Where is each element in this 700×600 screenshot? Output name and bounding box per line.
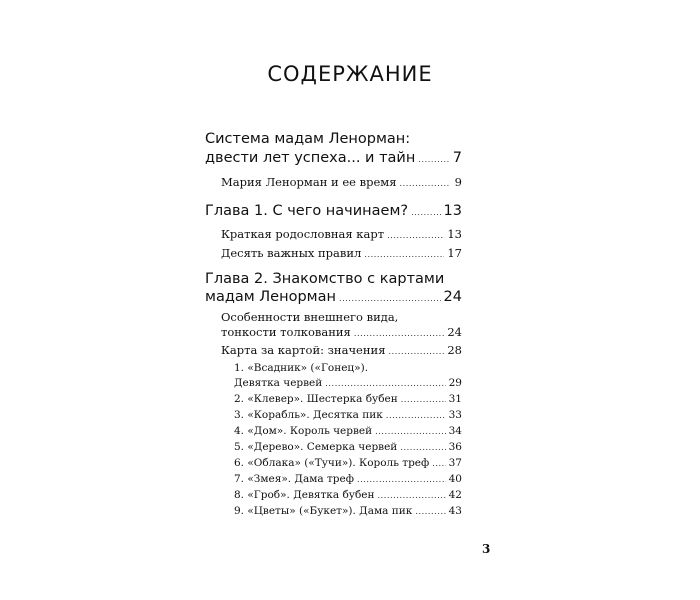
toc-entry[interactable] xyxy=(234,425,462,437)
toc-entry-title: Девятка червей xyxy=(234,377,323,389)
toc-entry[interactable] xyxy=(234,505,462,517)
toc-entry[interactable] xyxy=(234,489,462,501)
toc-entry-title: 4. «Дом». Король червей xyxy=(234,425,373,437)
toc-entry-title: Глава 1. С чего начинаем? xyxy=(205,203,409,219)
toc-page-number: 24 xyxy=(447,325,462,339)
toc-entry[interactable] xyxy=(234,473,462,485)
leader-dots xyxy=(411,208,440,217)
leader-dots xyxy=(354,329,445,338)
toc-entry-line: Глава 2. Знакомство с картами xyxy=(205,271,445,287)
leader-dots xyxy=(364,250,444,259)
toc-page-number: 42 xyxy=(448,489,462,501)
leader-dots xyxy=(377,491,445,500)
toc-entry[interactable] xyxy=(221,325,462,339)
toc-page-number: 43 xyxy=(448,505,462,517)
toc-entry-title: тонкости толкования xyxy=(221,325,351,339)
toc-entry-line: Особенности внешнего вида, xyxy=(221,310,399,324)
toc-page-number: 29 xyxy=(448,377,462,389)
toc-page-number: 13 xyxy=(443,203,462,219)
leader-dots xyxy=(400,443,445,452)
leader-dots xyxy=(399,179,449,188)
leader-dots xyxy=(386,411,446,420)
leader-dots xyxy=(339,294,441,303)
toc-entry-title: Мария Ленорман и ее время xyxy=(221,175,397,189)
toc-entry[interactable] xyxy=(234,457,462,469)
toc-entry-title: 9. «Цветы» («Букет»). Дама пик xyxy=(234,505,413,517)
toc-entry-title: Краткая родословная карт xyxy=(221,227,385,241)
page-number: 3 xyxy=(482,542,491,556)
leader-dots xyxy=(415,507,445,516)
leader-dots xyxy=(388,347,444,356)
toc-entry-title: мадам Ленорман xyxy=(205,289,336,305)
toc-entry-title: 7. «Змея». Дама треф xyxy=(234,473,354,485)
leader-dots xyxy=(325,379,445,388)
toc-entry[interactable] xyxy=(205,289,462,305)
toc-page-number: 28 xyxy=(447,343,462,357)
toc-entry-line: Система мадам Ленорман: xyxy=(205,131,411,147)
toc-entry-title: 5. «Дерево». Семерка червей xyxy=(234,441,398,453)
toc-page-number: 36 xyxy=(448,441,462,453)
toc-page-number: 40 xyxy=(448,473,462,485)
leader-dots xyxy=(375,427,446,436)
toc-entry[interactable] xyxy=(234,409,462,421)
toc-entry-line: 1. «Всадник» («Гонец»). xyxy=(234,362,369,374)
toc-entry-title: 3. «Корабль». Десятка пик xyxy=(234,409,383,421)
toc-entry-title: двести лет успеха... и тайн xyxy=(205,150,416,166)
page-title: СОДЕРЖАНИЕ xyxy=(267,62,433,86)
toc-entry-title: 8. «Гроб». Девятка бубен xyxy=(234,489,375,501)
toc-entry[interactable] xyxy=(221,246,462,260)
leader-dots xyxy=(418,155,449,164)
toc-page-number: 31 xyxy=(448,393,462,405)
toc-page-number: 9 xyxy=(454,175,462,189)
toc-entry-title: Карта за картой: значения xyxy=(221,343,386,357)
toc-page-number: 24 xyxy=(443,289,462,305)
toc-entry[interactable] xyxy=(221,175,462,189)
toc-page-number: 37 xyxy=(448,457,462,469)
toc-entry[interactable] xyxy=(221,227,462,241)
toc-entry[interactable] xyxy=(234,393,462,405)
toc-entry-title: 2. «Клевер». Шестерка бубен xyxy=(234,393,398,405)
toc-entry[interactable] xyxy=(234,441,462,453)
leader-dots xyxy=(357,475,446,484)
toc-entry-title: Десять важных правил xyxy=(221,246,362,260)
toc-entry[interactable] xyxy=(205,150,462,166)
toc-entry[interactable] xyxy=(221,343,462,357)
toc-entry-title: 6. «Облака» («Тучи»). Король треф xyxy=(234,457,430,469)
leader-dots xyxy=(387,231,444,240)
toc-page-number: 13 xyxy=(447,227,462,241)
toc-entry[interactable] xyxy=(205,203,462,219)
toc-page-number: 17 xyxy=(447,246,462,260)
toc-page-number: 34 xyxy=(448,425,462,437)
leader-dots xyxy=(401,395,446,404)
toc-page-number: 7 xyxy=(452,150,462,166)
toc-page-number: 33 xyxy=(448,409,462,421)
leader-dots xyxy=(432,459,445,468)
toc-entry[interactable] xyxy=(234,377,462,389)
